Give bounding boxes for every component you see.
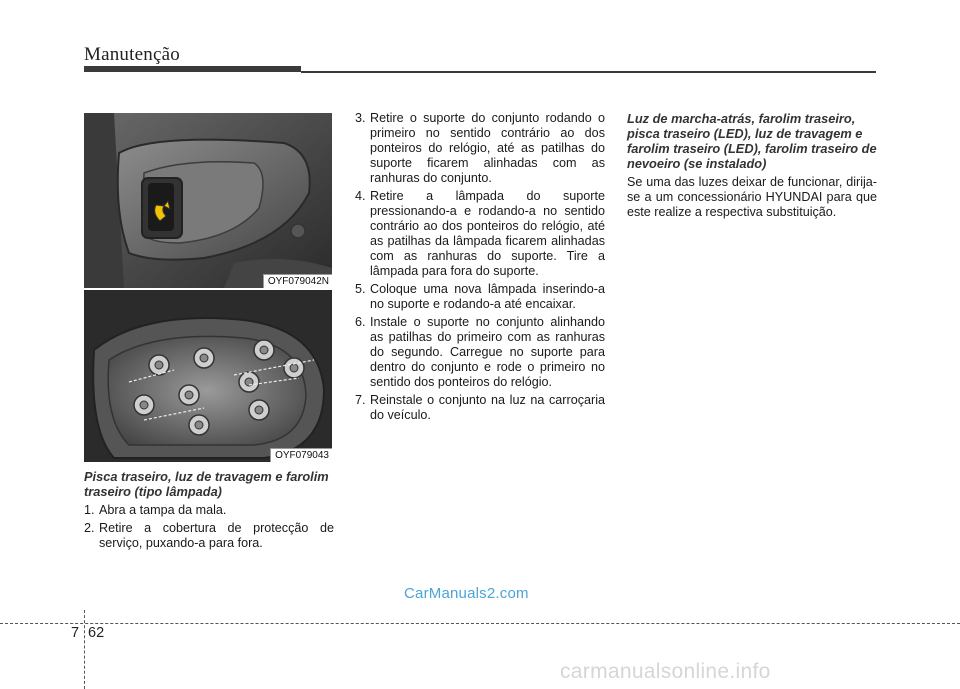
step-item — [355, 315, 605, 390]
step-text: Instale o suporte no conjunto alinhando as patilhas do primeiro com as ranhuras do segundo. Carregue no suporte para dentro do conjunto e rode o primeiro no sentido dos ponteiros do relógio. — [370, 315, 605, 389]
page-number: 62 — [88, 625, 105, 641]
step-item — [355, 111, 605, 186]
step-text: Retire a cobertura de protecção de serviço, puxando-a para fora. — [99, 521, 334, 550]
section-subheading: Pisca traseiro, luz de travagem e farolim traseiro (tipo lâmpada) — [84, 469, 329, 499]
step-number: 4. — [355, 189, 366, 203]
step-text: Abra a tampa da mala. — [99, 503, 227, 517]
column-right — [627, 111, 877, 220]
page-header-title: Manutenção — [84, 44, 180, 65]
paragraph: Se uma das luzes deixar de funcionar, dirija-se a um concessionário HYUNDAI para que este realize a respectiva substituição. — [627, 175, 877, 219]
step-number: 7. — [355, 393, 366, 407]
service-cover-illustration — [84, 113, 332, 288]
header-rule-thin — [301, 71, 876, 73]
section-subheading: Luz de marcha-atrás, farolim traseiro, pisca traseiro (LED), luz de travagem e farolim traseiro (LED), farolim traseiro de nevoeiro (se instalado) — [627, 111, 877, 171]
step-number: 5. — [355, 282, 366, 296]
step-number: 2. — [84, 521, 95, 535]
step-item — [355, 393, 605, 423]
figure-lamp-assembly — [84, 290, 332, 462]
figure-code: OYF079043 — [270, 448, 332, 462]
site-footer-watermark: carmanualsonline.info — [560, 660, 771, 683]
step-item — [84, 503, 334, 518]
column-left — [84, 469, 334, 554]
step-text: Reinstale o conjunto na luz na carroçaria do veículo. — [370, 393, 605, 422]
step-number: 6. — [355, 315, 366, 329]
step-number: 1. — [84, 503, 95, 517]
figure-service-cover — [84, 113, 332, 288]
figure-code: OYF079042N — [263, 274, 332, 288]
footer-vertical-divider — [84, 610, 85, 689]
header-rule-thick — [84, 66, 301, 72]
footer-divider — [0, 623, 960, 624]
step-item — [84, 521, 334, 551]
step-text: Retire o suporte do conjunto rodando o primeiro no sentido contrário ao dos ponteiros do relógio, até as patilhas do suporte ficarem alinhadas com as ranhuras do conjunto. — [370, 111, 605, 185]
step-item — [355, 282, 605, 312]
watermark-link[interactable]: CarManuals2.com — [404, 585, 529, 602]
chapter-number: 7 — [71, 625, 80, 641]
column-middle — [355, 111, 605, 426]
step-text: Coloque uma nova lâmpada inserindo-a no suporte e rodando-a até encaixar. — [370, 282, 605, 311]
lamp-assembly-illustration — [84, 290, 332, 462]
step-item — [355, 189, 605, 279]
step-number: 3. — [355, 111, 366, 125]
step-text: Retire a lâmpada do suporte pressionando-a e rodando-a no sentido contrário ao dos ponteiros do relógio, até as patilhas da lâmpada ficarem alinhadas com as ranhuras do suporte. Tire a lâmpada para fora do suporte. — [370, 189, 605, 278]
